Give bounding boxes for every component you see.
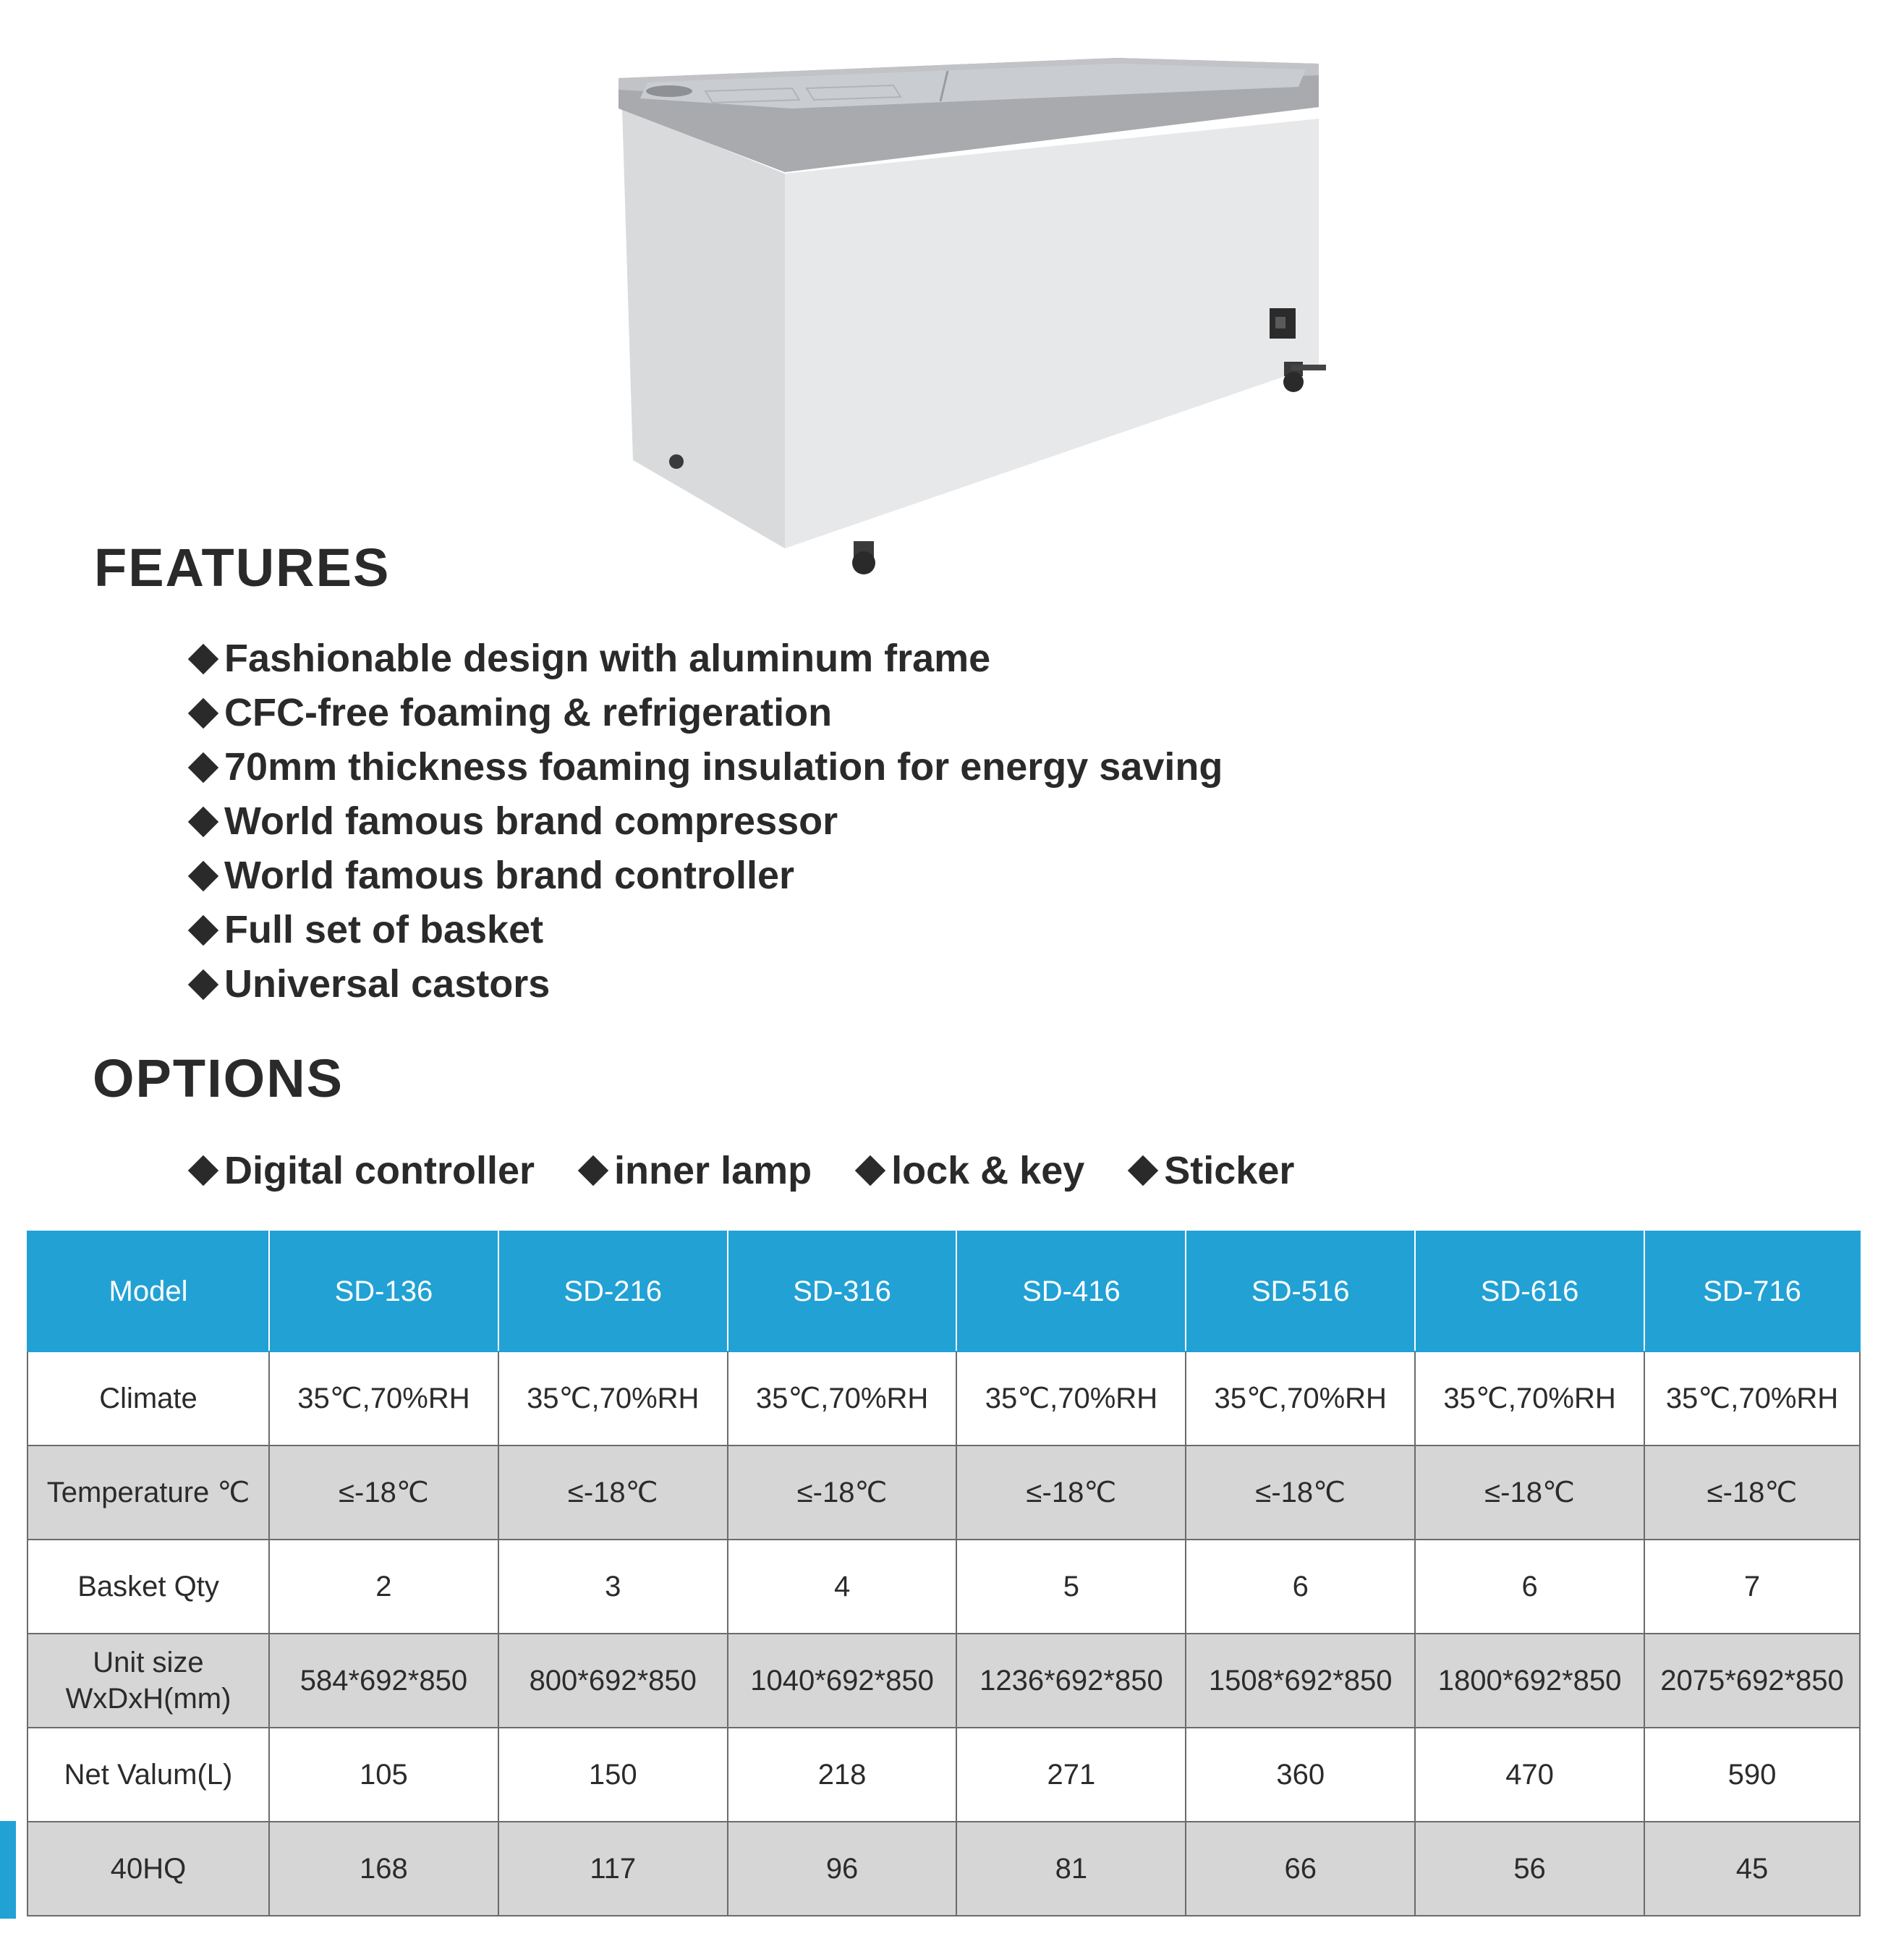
diamond-bullet-icon [188,1155,218,1186]
header-model: SD-136 [269,1231,498,1351]
table-row-unit-size [27,1634,1860,1728]
table-row-temperature [27,1446,1860,1540]
diamond-bullet-icon [188,752,218,782]
table-cell: 360 [1186,1728,1415,1822]
table-cell: 1040*692*850 [728,1634,957,1728]
options-list [187,1142,1294,1200]
table-cell: 45 [1644,1822,1860,1916]
feature-item [187,794,1223,849]
table-cell: 35℃,70%RH [1644,1351,1860,1446]
table-cell: 3 [498,1540,728,1634]
diamond-bullet-icon [188,860,218,891]
diamond-bullet-icon [188,643,218,674]
feature-item [187,849,1223,903]
diamond-bullet-icon [855,1155,885,1186]
feature-item [187,903,1223,957]
table-cell: 56 [1415,1822,1644,1916]
row-label: Climate [27,1351,269,1446]
diamond-bullet-icon [188,806,218,836]
feature-item [187,740,1223,794]
table-cell: 6 [1186,1540,1415,1634]
header-model: SD-316 [728,1231,957,1351]
spec-table [27,1231,1861,1916]
table-cell: 2 [269,1540,498,1634]
table-cell: 584*692*850 [269,1634,498,1728]
table-row-climate [27,1351,1860,1446]
table-cell: 105 [269,1728,498,1822]
option-item [854,1148,1084,1193]
option-item-text: Sticker [1164,1149,1295,1192]
table-cell: 800*692*850 [498,1634,728,1728]
table-cell: 218 [728,1728,957,1822]
feature-item-text: World famous brand controller [224,854,795,897]
table-cell: 6 [1415,1540,1644,1634]
table-cell: 2075*692*850 [1644,1634,1860,1728]
table-cell: 1236*692*850 [956,1634,1186,1728]
table-cell: 66 [1186,1822,1415,1916]
row-label: Net Valum(L) [27,1728,269,1822]
header-model: SD-216 [498,1231,728,1351]
feature-item-text: Universal castors [224,962,551,1006]
table-cell: 470 [1415,1728,1644,1822]
product-image-chest-freezer [619,27,1327,579]
table-row-40hq [27,1822,1860,1916]
feature-item-text: 70mm thickness foaming insulation for energy saving [224,745,1223,789]
header-model: SD-616 [1415,1231,1644,1351]
table-cell: ≤-18℃ [1644,1446,1860,1540]
table-cell: 1508*692*850 [1186,1634,1415,1728]
table-cell: 271 [956,1728,1186,1822]
feature-item [187,632,1223,686]
header-model: SD-716 [1644,1231,1860,1351]
option-item [1126,1148,1294,1193]
table-cell: 35℃,70%RH [728,1351,957,1446]
table-cell: 168 [269,1822,498,1916]
table-cell: ≤-18℃ [498,1446,728,1540]
header-model: SD-416 [956,1231,1186,1351]
table-cell: ≤-18℃ [269,1446,498,1540]
table-cell: 4 [728,1540,957,1634]
diamond-bullet-icon [188,697,218,728]
feature-item-text: Fashionable design with aluminum frame [224,637,991,680]
features-list [187,632,1223,1011]
option-item-text: inner lamp [614,1149,812,1192]
table-cell: 35℃,70%RH [1415,1351,1644,1446]
table-cell: 81 [956,1822,1186,1916]
table-cell: 117 [498,1822,728,1916]
diamond-bullet-icon [188,969,218,999]
diamond-bullet-icon [578,1155,608,1186]
feature-item [187,957,1223,1011]
row-label: Temperature ℃ [27,1446,269,1540]
table-cell: 96 [728,1822,957,1916]
table-cell: 150 [498,1728,728,1822]
feature-item-text: CFC-free foaming & refrigeration [224,691,833,734]
option-item [577,1148,812,1193]
table-cell: 7 [1644,1540,1860,1634]
diamond-bullet-icon [188,914,218,945]
table-cell: ≤-18℃ [956,1446,1186,1540]
header-model: SD-516 [1186,1231,1415,1351]
table-cell: 35℃,70%RH [498,1351,728,1446]
row-label: Unit size WxDxH(mm) [27,1634,269,1728]
table-row-basket-qty [27,1540,1860,1634]
table-header-row [27,1231,1860,1351]
row-label: Basket Qty [27,1540,269,1634]
feature-item [187,686,1223,740]
table-cell: ≤-18℃ [728,1446,957,1540]
table-cell: 1800*692*850 [1415,1634,1644,1728]
feature-item-text: World famous brand compressor [224,799,838,843]
features-title: FEATURES [94,538,391,598]
diamond-bullet-icon [1128,1155,1158,1186]
options-title: OPTIONS [93,1048,344,1108]
option-item-text: lock & key [891,1149,1085,1192]
table-cell: 5 [956,1540,1186,1634]
table-row-net-volume [27,1728,1860,1822]
option-item-text: Digital controller [224,1149,535,1192]
table-cell: ≤-18℃ [1415,1446,1644,1540]
accent-bar [0,1821,16,1919]
feature-item-text: Full set of basket [224,908,544,951]
table-cell: ≤-18℃ [1186,1446,1415,1540]
option-item [187,1148,535,1193]
table-cell: 590 [1644,1728,1860,1822]
table-cell: 35℃,70%RH [956,1351,1186,1446]
table-cell: 35℃,70%RH [269,1351,498,1446]
header-model-label: Model [27,1231,269,1351]
row-label: 40HQ [27,1822,269,1916]
table-cell: 35℃,70%RH [1186,1351,1415,1446]
